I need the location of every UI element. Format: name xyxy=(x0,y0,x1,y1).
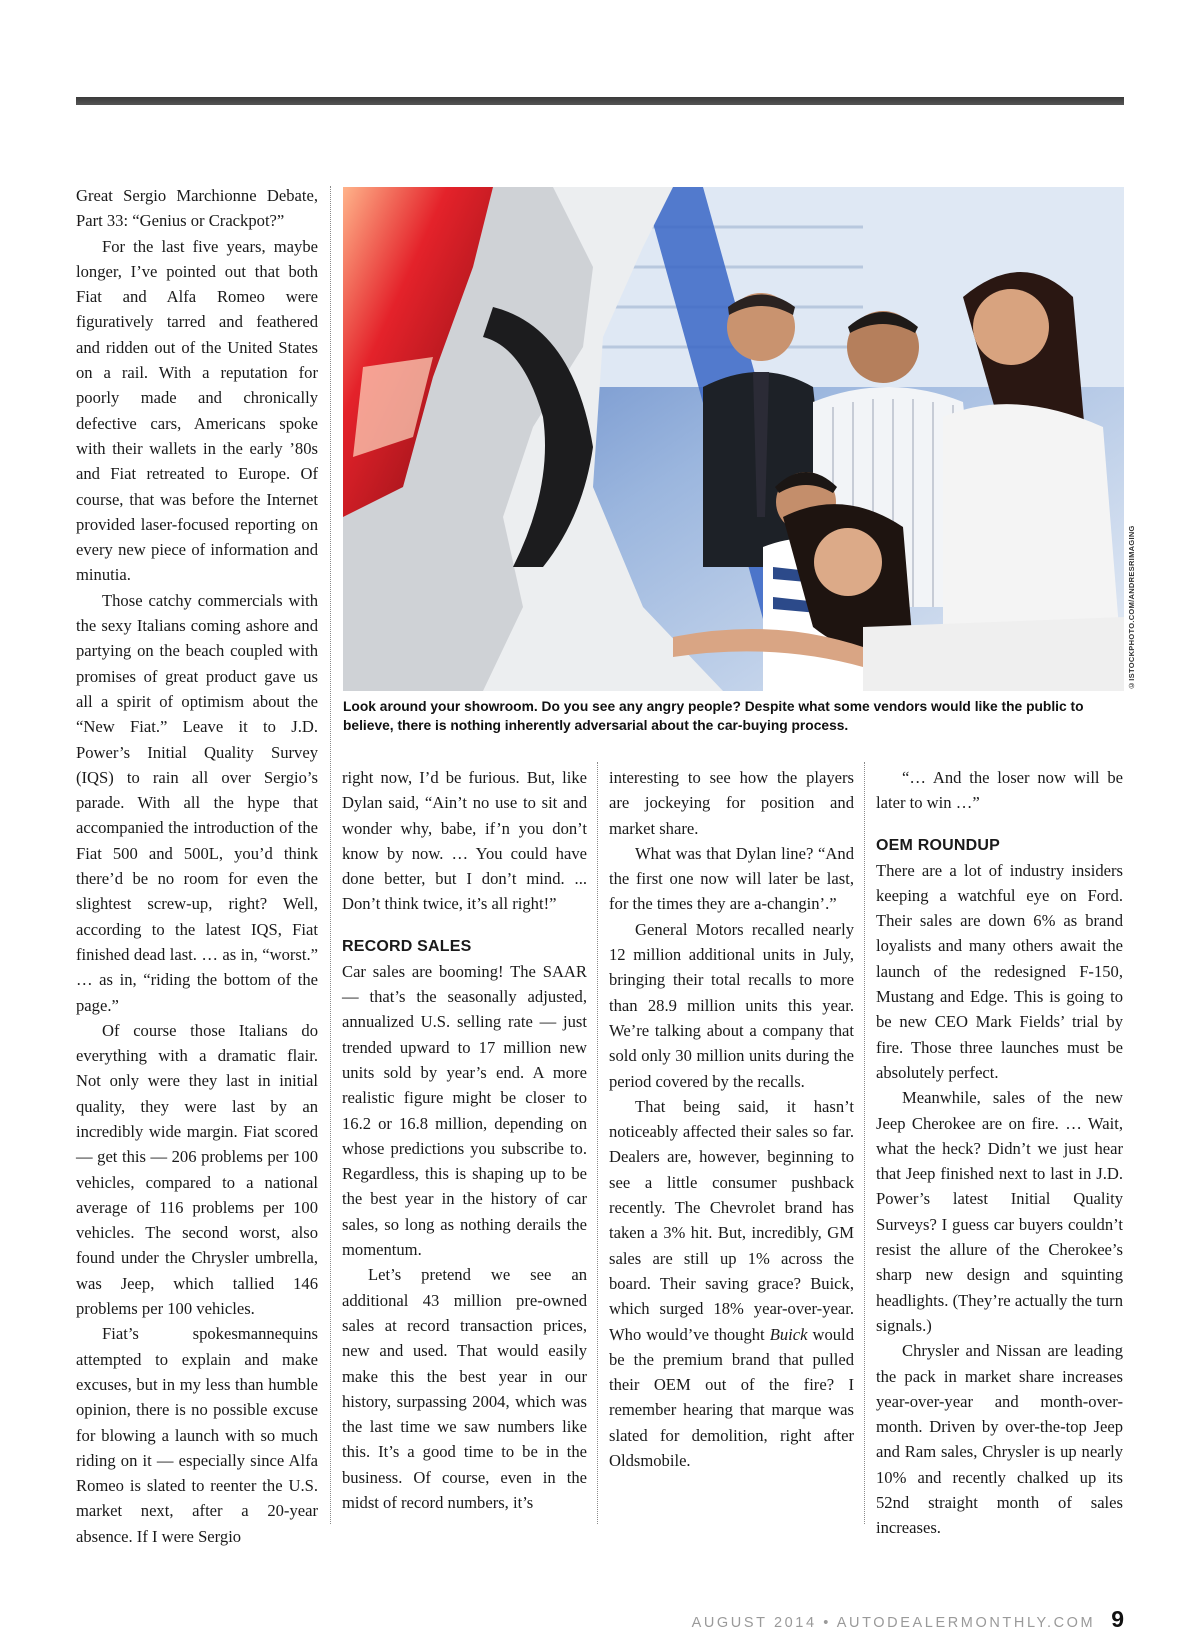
emphasis-text: Buick xyxy=(769,1324,808,1344)
article-column-3 xyxy=(609,765,854,1473)
paragraph: Great Sergio Marchionne Debate, Part 33: “Genius or Crackpot?” xyxy=(76,186,318,231)
paragraph: Let’s pretend we see an additional 43 million pre-owned sales at record transaction prices, new and used. That would easily make this the best year in our history, surpassing 2004, which was the last time we saw numbers like this. It’s a good time to be in the business. Of course, even in the midst of record numbers, it’s xyxy=(342,1265,587,1513)
paragraph: interesting to see how the players are jockeying for position and market share. xyxy=(609,768,854,838)
paragraph xyxy=(609,1094,854,1473)
article-column-4 xyxy=(876,765,1123,1541)
column-divider xyxy=(864,762,865,1524)
photo-credit: ©ISTOCKPHOTO.COM/ANDRESRIMAGING xyxy=(1127,525,1136,690)
paragraph: Fiat’s spokesmannequins attempted to explain and make excuses, but in my less than humble opinion, there is no possible excuse for blowing a launch with so much riding on it — especially since Alfa Romeo is slated to reenter the U.S. market next, after a 20-year absence. If I were Sergio xyxy=(76,1324,318,1546)
paragraph: Meanwhile, sales of the new Jeep Cherokee are on fire. … Wait, what the heck? Didn’t we just hear that Jeep finished next to last in J.D. Power’s latest Initial Quality Surveys? I guess car buyers couldn’t resist the allure of the Cherokee’s sharp new design and squinting headlights. (They’re actually the turn signals.) xyxy=(876,1088,1123,1335)
top-rule xyxy=(76,97,1124,105)
article-column-1 xyxy=(76,183,318,1549)
paragraph-text: would be the premium brand that pulled their OEM out of the fire? I remember hearing that marque was slated for demolition, right after Oldsmobile. xyxy=(609,1324,854,1471)
paragraph-text: That being said, it hasn’t noticeably affected their sales so far. Dealers are, however, beginning to see a little consumer pushback recently. The Chevrolet brand has taken a 3% hit. But, incredibly, GM sales are still up 1% across the board. Their saving grace? Buick, which surged 18% year-over-year. Who would’ve thought xyxy=(609,1096,854,1344)
photo-caption: Look around your showroom. Do you see any angry people? Despite what some vendors would like the public to believe, there is nothing inherently adversarial about the car-buying process. xyxy=(343,699,1084,733)
section-heading: OEM ROUNDUP xyxy=(876,836,1000,854)
paragraph: There are a lot of industry insiders keeping a watchful eye on Ford. Their sales are down 6% as brand loyalists and many others await the launch of the redesigned F-150, Mustang and Edge. This is going to be new CEO Mark Fields’ trial by fire. Those three launches must be absolutely perfect. xyxy=(876,860,1123,1082)
paragraph: Chrysler and Nissan are leading the pack in market share increases year-over-year and month-over-month. Driven by over-the-top Jeep and Ram sales, Chrysler is up nearly 10% and recently chalked up its 52nd straight month of sales increases. xyxy=(876,1341,1123,1538)
showroom-photo xyxy=(343,187,1124,691)
paragraph: What was that Dylan line? “And the first one now will later be last, for the times they are a-changin’.” xyxy=(609,843,854,914)
page-footer xyxy=(692,1606,1124,1632)
paragraph: Those catchy commercials with the sexy Italians coming ashore and partying on the beach coupled with promises of great product gave us all a spirit of optimism about the “New Fiat.” Leave it to J.D. Power’s Initial Quality Survey (IQS) to rain all over Sergio’s parade. With all the hype that accompanied the introduction of the Fiat 500 and 500L, you’d think there’d be no room for even the slightest screw-up, right? Well, according to the latest IQS, Fiat finished dead last. … as in, “worst.” … as in, “riding the bottom of the page.” xyxy=(76,590,318,1015)
paragraph: Of course those Italians do everything with a dramatic flair. Not only were they last in initial quality, they were last by an incredibly wide margin. Fiat scored — get this — 206 problems per 100 vehicles, compared to a national average of 116 problems per 100 vehicles. The second worst, also found under the Chrysler umbrella, was Jeep, which tallied 146 problems per 100 vehicles. xyxy=(76,1020,318,1319)
footer-text: AUGUST 2014 • AUTODEALERMONTHLY.COM xyxy=(691,1615,1096,1631)
article-column-2 xyxy=(342,765,587,1515)
paragraph: For the last five years, maybe longer, I’ve pointed out that both Fiat and Alfa Romeo were figuratively tarred and feathered and ridden out of the United States on a rail. With a reputation for poorly made and chronically defective cars, Americans spoke with their wallets in the early ’80s and Fiat retreated to Europe. Of course, that was before the Internet provided laser-focused reporting on every new piece of information and minutia. xyxy=(76,236,318,585)
page-number: 9 xyxy=(1111,1606,1124,1632)
paragraph: Car sales are booming! The SAAR — that’s the seasonally adjusted, annualized U.S. selling rate — just trended upward to 17 million new units sold by year’s end. A more realistic figure might be closer to 16.2 or 16.8 million, depending on whose predictions you subscribe to. Regardless, this is shaping up to be the best year in the history of car sales, so long as nothing derails the momentum. xyxy=(342,961,587,1260)
column-divider xyxy=(597,762,598,1524)
section-heading: RECORD SALES xyxy=(342,937,472,955)
column-divider xyxy=(330,186,331,1524)
paragraph: General Motors recalled nearly 12 million additional units in July, bringing their total recalls to more than 28.9 million units this year. We’re talking about a company that sold only 30 million units during the period covered by the recalls. xyxy=(609,919,854,1091)
paragraph: “… And the loser now will be later to win …” xyxy=(876,768,1123,813)
paragraph: right now, I’d be furious. But, like Dylan said, “Ain’t no use to sit and wonder why, babe, if’n you don’t know by now. … You could have done better, but I don’t mind. ... Don’t think twice, it’s all right!” xyxy=(342,768,587,914)
